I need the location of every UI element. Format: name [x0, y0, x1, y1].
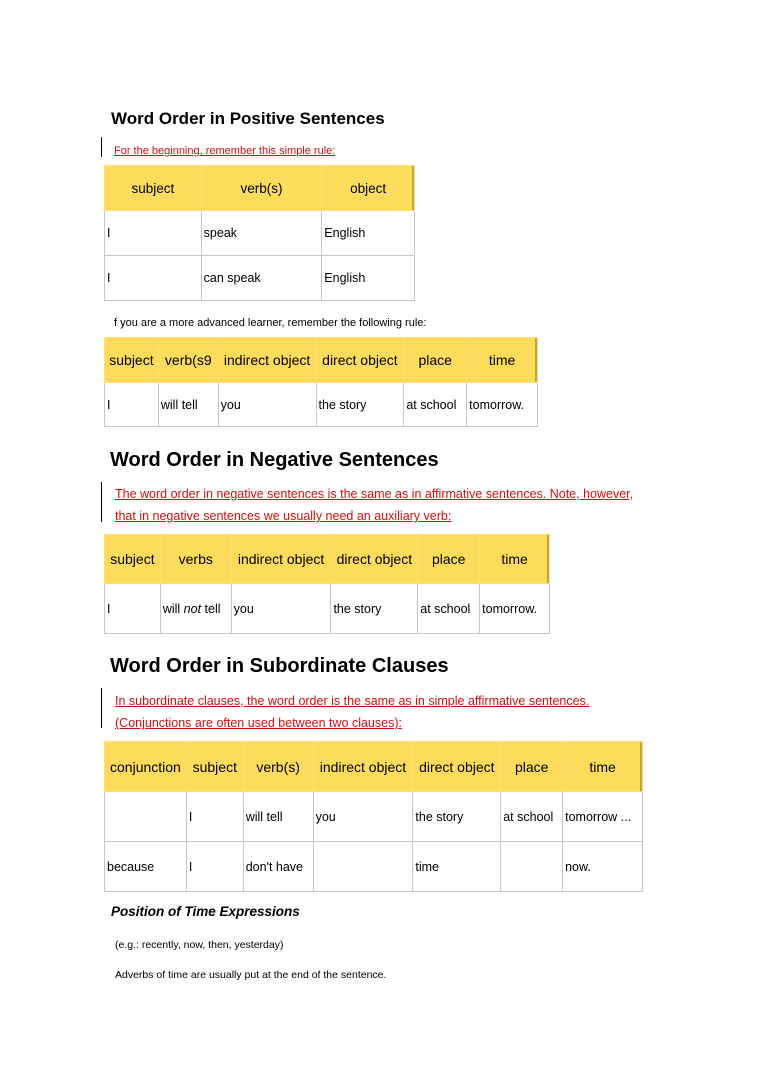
margin-bar: [101, 688, 102, 728]
section2-title: Word Order in Negative Sentences: [110, 449, 439, 471]
header-cell: indirect object: [231, 535, 331, 584]
table-cell: will tell: [158, 383, 218, 427]
time-expressions-text: Adverbs of time are usually put at the end of the sentence.: [115, 969, 387, 981]
table-cell: I: [105, 584, 161, 634]
header-cell: indirect object: [218, 338, 316, 383]
header-cell: place: [501, 742, 563, 792]
header-cell: verb(s): [201, 166, 322, 211]
section3-note-line2: (Conjunctions are often used between two clauses):: [115, 716, 402, 730]
header-cell: conjunction: [105, 742, 187, 792]
table-cell: tomorrow ...: [563, 792, 643, 842]
table-row: [105, 584, 550, 634]
header-cell: place: [418, 535, 480, 584]
table-cell: the story: [331, 584, 418, 634]
table-cell: [313, 842, 413, 892]
header-cell: subject: [186, 742, 243, 792]
table-cell: I: [186, 792, 243, 842]
time-expressions-example: (e.g.: recently, now, then, yesterday): [115, 939, 284, 951]
margin-bar: [101, 137, 102, 157]
table-cell: [160, 584, 231, 634]
header-cell: time: [467, 338, 538, 383]
header-cell: subject: [105, 166, 202, 211]
section1-title: Word Order in Positive Sentences: [111, 109, 385, 128]
table-cell: don't have: [243, 842, 313, 892]
table-cell: can speak: [201, 256, 322, 301]
table-cell: time: [413, 842, 501, 892]
table-cell: the story: [413, 792, 501, 842]
table-cell: I: [186, 842, 243, 892]
table-row: [105, 383, 538, 427]
table-cell: [501, 842, 563, 892]
table-cell: now.: [563, 842, 643, 892]
section2-note-line1: The word order in negative sentences is the same as in affirmative sentences. Note, however,: [115, 487, 634, 501]
header-cell: direct object: [316, 338, 404, 383]
section2-note-line2: that in negative sentences we usually need an auxiliary verb:: [115, 509, 452, 523]
table-cell: you: [231, 584, 331, 634]
section1-note: For the beginning, remember this simple rule:: [114, 145, 336, 157]
table-cell: tomorrow.: [480, 584, 550, 634]
table-cell: English: [322, 256, 415, 301]
simple-rule-table: [104, 165, 415, 301]
verb-pre: will: [162, 601, 184, 616]
table-cell: at school: [418, 584, 480, 634]
table-cell: English: [322, 211, 415, 256]
table-row: [105, 256, 415, 301]
table-row: [105, 211, 415, 256]
table-cell: at school: [404, 383, 467, 427]
header-cell: subject: [105, 338, 159, 383]
header-cell: direct object: [331, 535, 418, 584]
negative-table: [104, 534, 550, 634]
verb-post: tell: [201, 601, 221, 616]
margin-bar: [101, 482, 102, 522]
table-cell: [105, 792, 187, 842]
section3-title: Word Order in Subordinate Clauses: [110, 655, 449, 677]
subordinate-table: [104, 741, 643, 892]
table-cell: you: [313, 792, 413, 842]
table-row: [105, 842, 643, 892]
table-cell: will tell: [243, 792, 313, 842]
table-row: [105, 792, 643, 842]
header-cell: verbs: [160, 535, 231, 584]
table-cell: I: [105, 211, 202, 256]
header-cell: verb(s): [243, 742, 313, 792]
section3-note-line1: In subordinate clauses, the word order is the same as in simple affirmative sentences.: [115, 694, 590, 708]
header-cell: time: [563, 742, 643, 792]
header-cell: indirect object: [313, 742, 413, 792]
advanced-note: f you are a more advanced learner, remember the following rule:: [114, 317, 427, 329]
header-cell: subject: [105, 535, 161, 584]
table-cell: because: [105, 842, 187, 892]
negation-word: not: [183, 601, 202, 616]
header-cell: object: [322, 166, 415, 211]
table-cell: you: [218, 383, 316, 427]
table-cell: I: [105, 256, 202, 301]
header-cell: direct object: [413, 742, 501, 792]
table-cell: speak: [201, 211, 322, 256]
header-cell: verb(s9: [158, 338, 218, 383]
table-cell: I: [105, 383, 159, 427]
table-cell: tomorrow.: [467, 383, 538, 427]
table-cell: the story: [316, 383, 404, 427]
time-expressions-title: Position of Time Expressions: [111, 904, 300, 919]
table-cell: at school: [501, 792, 563, 842]
advanced-rule-table: [104, 337, 538, 427]
header-cell: time: [480, 535, 550, 584]
header-cell: place: [404, 338, 467, 383]
